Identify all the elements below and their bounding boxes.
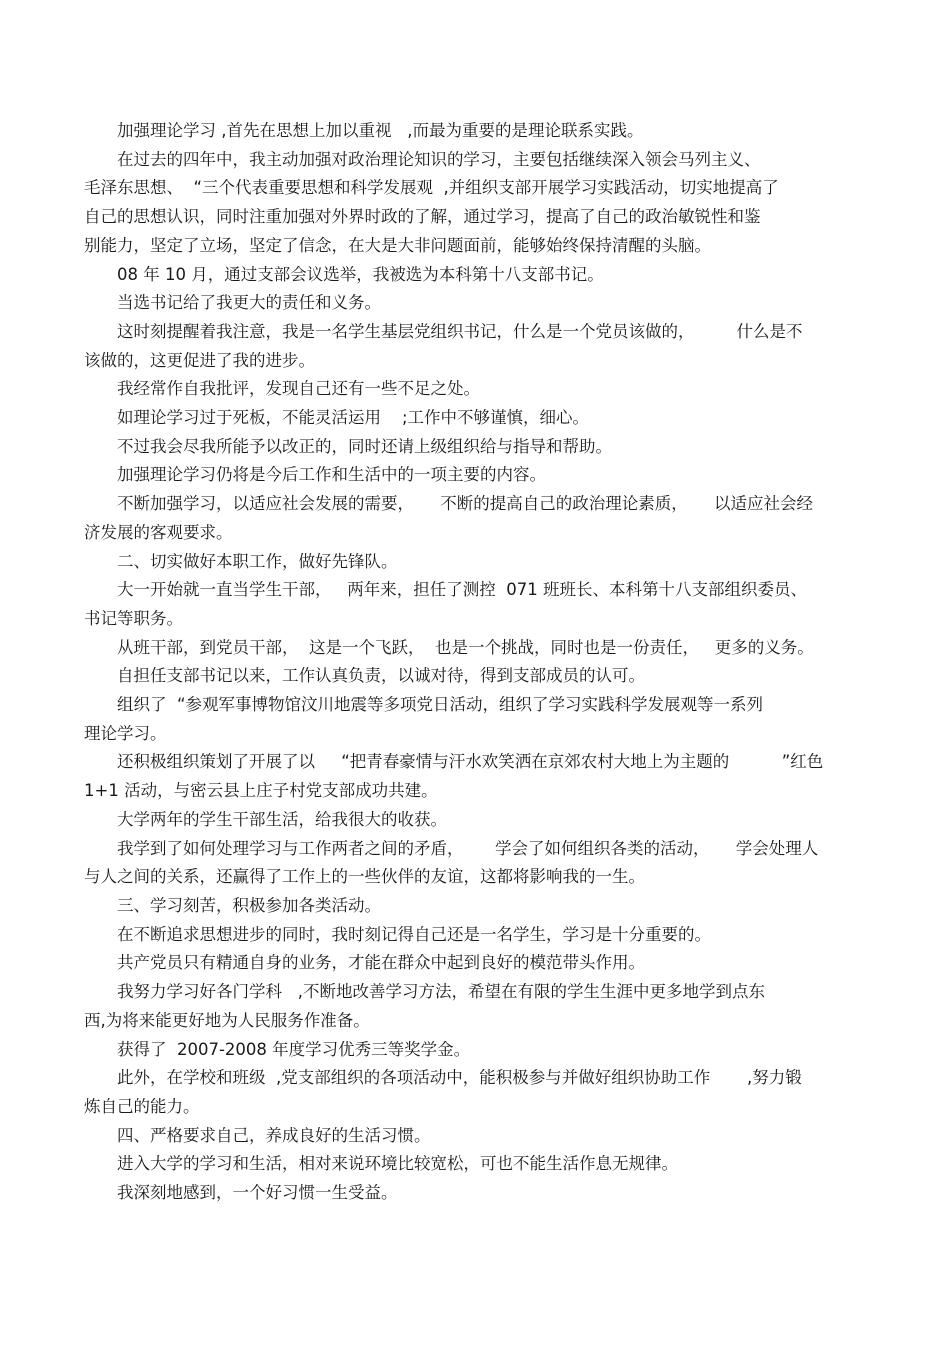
text-line: 自担任支部书记以来，工作认真负责，以诚对待，得到支部成员的认可。 <box>117 666 645 686</box>
paragraph <box>84 261 864 290</box>
text-line: 在不断追求思想进步的同时，我时刻记得自己还是一名学生，学习是十分重要的。 <box>117 924 711 944</box>
text-line: 我深刻地感到，一个好习惯一生受益。 <box>117 1183 398 1203</box>
text-line: 四、严格要求自己，养成良好的生活习惯。 <box>117 1125 431 1145</box>
paragraph <box>84 806 864 835</box>
paragraph <box>84 1150 864 1179</box>
paragraph <box>84 691 864 748</box>
paragraph <box>84 1064 864 1121</box>
text-line: 济发展的客观要求。 <box>84 522 233 542</box>
text-line: 二、切实做好本职工作，做好先锋队。 <box>117 551 398 571</box>
paragraph <box>84 835 864 892</box>
text-line: 书记等职务。 <box>84 608 183 628</box>
text-line: 西,为将来能更好地为人民服务作准备。 <box>84 1010 370 1030</box>
paragraph <box>84 490 864 547</box>
paragraph <box>84 978 864 1035</box>
document-body <box>84 117 864 1208</box>
text-line: 从班干部，到党员干部， 这是一个飞跃， 也是一个挑战，同时也是一份责任， 更多的义务。 <box>117 637 814 657</box>
paragraph <box>84 289 864 318</box>
text-line: 进入大学的学习和生活，相对来说环境比较宽松，可也不能生活作息无规律。 <box>117 1154 678 1174</box>
text-line: 此外，在学校和班级 ,党支部组织的各项活动中，能积极参与并做好组织协助工作 ,努力锻 <box>117 1068 802 1088</box>
text-line: 大一开始就一直当学生干部， 两年来，担任了测控 071 班班长、本科第十八支部组织委员、 <box>117 580 807 600</box>
text-line: 组织了 “参观军事博物馆汶川地震等多项党日活动，组织了学习实践科学发展观等一系列 <box>117 695 764 715</box>
paragraph <box>84 375 864 404</box>
paragraph <box>84 146 864 261</box>
paragraph <box>84 404 864 433</box>
paragraph <box>84 921 864 950</box>
text-line: 与人之间的关系，还赢得了工作上的一些伙伴的友谊，这都将影响我的一生。 <box>84 867 645 887</box>
paragraph <box>84 892 864 921</box>
text-line: 炼自己的能力。 <box>84 1096 200 1116</box>
paragraph <box>84 1179 864 1208</box>
text-line: 我经常作自我批评，发现自己还有一些不足之处。 <box>117 379 480 399</box>
text-line: 该做的，这更促进了我的进步。 <box>84 350 315 370</box>
paragraph <box>84 461 864 490</box>
text-line: 毛泽东思想、 “三个代表重要思想和科学发展观 ,并组织支部开展学习实践活动，切实地提高了 <box>84 178 779 198</box>
text-line: 08 年 10 月，通过支部会议选举，我被选为本科第十八支部书记。 <box>117 264 604 284</box>
paragraph <box>84 318 864 375</box>
paragraph <box>84 634 864 663</box>
text-line: 获得了 2007-2008 年度学习优秀三等奖学金。 <box>117 1039 471 1059</box>
paragraph <box>84 548 864 577</box>
text-line: 自己的思想认识，同时注重加强对外界时政的了解，通过学习，提高了自己的政治敏锐性和鉴 <box>84 207 761 227</box>
text-line: 大学两年的学生干部生活，给我很大的收获。 <box>117 809 447 829</box>
text-line: 在过去的四年中，我主动加强对政治理论知识的学习，主要包括继续深入领会马列主义、 <box>117 149 761 169</box>
text-line: 别能力，坚定了立场，坚定了信念，在大是大非问题面前，能够始终保持清醒的头脑。 <box>84 235 711 255</box>
text-line: 这时刻提醒着我注意，我是一名学生基层党组织书记，什么是一个党员该做的， 什么是不 <box>117 321 803 341</box>
paragraph <box>84 748 864 805</box>
paragraph <box>84 662 864 691</box>
text-line: 加强理论学习仍将是今后工作和生活中的一项主要的内容。 <box>117 465 546 485</box>
text-line: 1+1 活动，与密云县上庄子村党支部成功共建。 <box>84 781 438 801</box>
text-line: 理论学习。 <box>84 723 167 743</box>
text-line: 不过我会尽我所能予以改正的，同时还请上级组织给与指导和帮助。 <box>117 436 612 456</box>
text-line: 三、学习刻苦，积极参加各类活动。 <box>117 895 381 915</box>
text-line: 如理论学习过于死板，不能灵活运用 ;工作中不够谨慎，细心。 <box>117 408 590 428</box>
paragraph <box>84 1122 864 1151</box>
text-line: 我学到了如何处理学习与工作两者之间的矛盾， 学会了如何组织各类的活动， 学会处理人 <box>117 838 819 858</box>
text-line: 不断加强学习，以适应社会发展的需要， 不断的提高自己的政治理论素质， 以适应社会经 <box>117 494 813 514</box>
paragraph <box>84 433 864 462</box>
paragraph <box>84 949 864 978</box>
text-line: 共产党员只有精通自身的业务，才能在群众中起到良好的模范带头作用。 <box>117 953 645 973</box>
paragraph <box>84 1036 864 1065</box>
text-line: 还积极组织策划了开展了以 “把青春豪情与汗水欢笑洒在京郊农村大地上为主题的 ”红色 <box>117 752 824 772</box>
text-line: 当选书记给了我更大的责任和义务。 <box>117 293 381 313</box>
paragraph <box>84 576 864 633</box>
text-line: 我努力学习好各门学科 ,不断地改善学习方法，希望在有限的学生生涯中更多地学到点东 <box>117 982 765 1002</box>
paragraph <box>84 117 864 146</box>
text-line: 加强理论学习 ,首先在思想上加以重视 ,而最为重要的是理论联系实践。 <box>117 121 644 140</box>
